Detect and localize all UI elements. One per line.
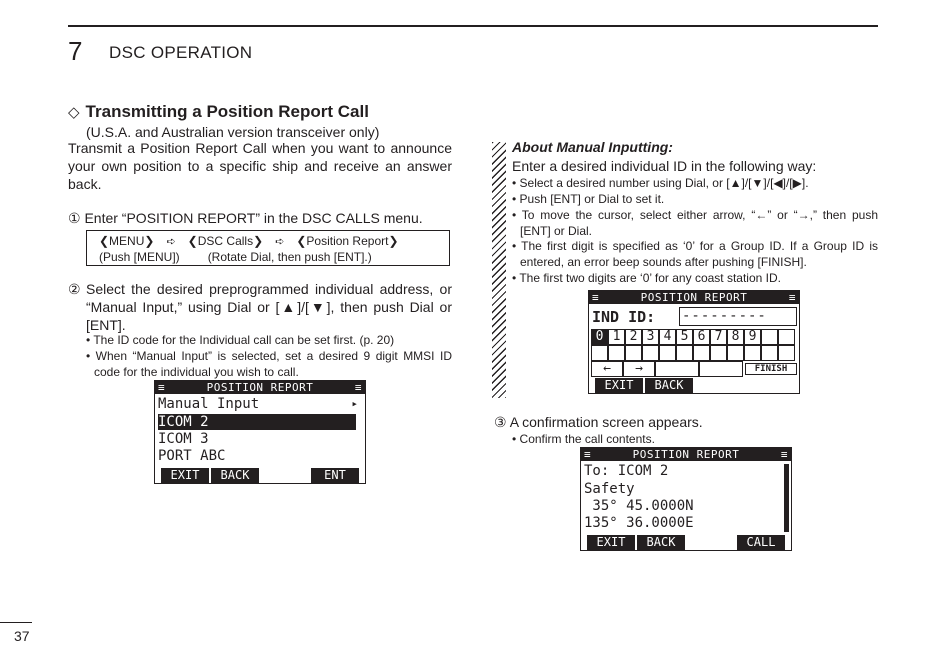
blank-digit-key [727,345,744,361]
blank-key [655,361,699,377]
ind-id-field [679,307,797,326]
manual-bullet-3: • To move the cursor, select either arrow, “←” or “→,” then push [ENT] or Dial. [512,208,878,238]
digit-key-9: 9 [744,329,761,345]
digit-key-7: 7 [710,329,727,345]
section-subtitle: (U.S.A. and Australian version transceiver only) [86,124,380,140]
manual-title: About Manual Inputting: [512,139,673,155]
blank-digit-key [761,329,778,345]
blank-digit-key [591,345,608,361]
menu-glyph-icon: ≡ [592,291,600,304]
blank-digit-key [710,345,727,361]
blank-digit-key [608,345,625,361]
finish-key: FINISH [745,363,797,375]
menu-glyph-icon: ≡ [354,381,362,394]
blank-digit-key [659,345,676,361]
step1-text: Enter “POSITION REPORT” in the DSC CALLS menu. [84,210,423,226]
chapter-title: DSC OPERATION [109,43,253,62]
section-intro: Transmit a Position Report Call when you want to announce your own position to a specific ship and receive an answer back. [68,140,452,192]
right-arrow-key: → [623,361,655,377]
chapter-number: 7 [68,36,83,66]
lcd-header [155,381,365,394]
lcd-screen-1 [154,380,366,484]
manual-bullet-1: • Select a desired number using Dial, or [▲]/[▼]/[◀]/[▶]. [512,176,809,190]
lcd-title: POSITION REPORT [640,291,748,304]
blank-digit-key [625,345,642,361]
softkey-exit: EXIT [587,535,635,550]
step2-bullet-2: • When “Manual Input” is selected, set a desired 9 digit MMSI ID code for the individual you wish to call. [86,349,452,379]
lcd-title: POSITION REPORT [206,381,314,394]
lcd-row-selected: ICOM 2 [158,414,356,430]
manual-intro: Enter a desired individual ID in the following way: [512,158,817,174]
section-title [68,102,369,122]
digit-key-5: 5 [676,329,693,345]
lcd-row-latitude: 35° 45.0000N [584,498,694,514]
lcd-row-manual-input: Manual Input ▸ [158,396,358,412]
manual-bullet-4: • The first digit is specified as ‘0’ for a Group ID. If a Group ID is entered, an error beep sounds after pushing [FINISH]. [512,239,878,269]
softkey-back: BACK [211,468,259,483]
menu-item-menu: ❮MENU❯ [99,234,155,248]
menu-path-box [86,230,450,266]
blank-digit-key [778,329,795,345]
softkey-exit: EXIT [595,378,643,393]
top-rule [68,25,878,27]
arrow-icon: ➪ [275,236,285,248]
section-title-text: Transmitting a Position Report Call [85,102,369,121]
push-menu-note: (Push [MENU]) [99,250,180,264]
step2-text: Select the desired preprogrammed individual address, or “Manual Input,” using Dial or [▲]/[▼], then push Dial or [ENT]. [86,281,452,333]
blank-digit-key [744,345,761,361]
menu-glyph-icon: ≡ [780,448,788,461]
softkey-back: BACK [637,535,685,550]
softkey-ent: ENT [311,468,359,483]
blank-digit-key [778,345,795,361]
softkey-back: BACK [645,378,693,393]
menu-item-dsc-calls: ❮DSC Calls❯ [187,234,264,248]
step2-bullet-1: • The ID code for the Individual call can be set first. (p. 20) [86,333,395,347]
lcd-row: PORT ABC [158,448,226,464]
lcd-row: ICOM 3 [158,431,209,447]
digit-key-6: 6 [693,329,710,345]
page-number: 37 [14,628,30,644]
manual-bullet-2: • Push [ENT] or Dial to set it. [512,192,665,206]
softkey-exit: EXIT [161,468,209,483]
digit-key-1: 1 [608,329,625,345]
lcd-row-category: Safety [584,481,635,497]
chevron-right-icon: ▸ [351,397,358,410]
rotate-dial-note: (Rotate Dial, then push [ENT].) [207,250,372,264]
scrollbar [784,464,789,532]
step3-bullet: • Confirm the call contents. [512,432,655,446]
digit-key-4: 4 [659,329,676,345]
menu-glyph-icon: ≡ [584,448,592,461]
menu-item-position-report: ❮Position Report❯ [296,234,399,248]
digit-key-8: 8 [727,329,744,345]
blank-digit-key [676,345,693,361]
ind-id-label: IND ID: [592,308,656,326]
step3-text: A confirmation screen appears. [509,414,703,430]
lcd-row-to: To: ICOM 2 [584,463,669,479]
manual-bullet-5: • The first two digits are ‘0’ for any coast station ID. [512,271,781,285]
ind-id-value: --------- [682,308,767,324]
lcd-header [581,448,791,461]
digit-key-0: 0 [591,329,608,345]
left-arrow-key: ← [591,361,623,377]
step3-number: ③ [494,414,507,430]
softkey-call: CALL [737,535,785,550]
page-number-rule [0,622,32,623]
arrow-icon: ➪ [166,236,176,248]
lcd-header [589,291,799,304]
step1-number: ① [68,210,81,226]
note-hatch-bar [492,142,506,398]
digit-key-2: 2 [625,329,642,345]
lcd-row-longitude: 135° 36.0000E [584,515,694,531]
blank-digit-key [761,345,778,361]
digit-key-3: 3 [642,329,659,345]
blank-digit-key [693,345,710,361]
step2-number: ② [68,281,81,297]
step3 [494,413,703,431]
lcd-screen-3 [580,447,792,551]
step1 [68,209,423,227]
menu-glyph-icon: ≡ [788,291,796,304]
menu-glyph-icon: ≡ [158,381,166,394]
diamond-icon: ◇ [68,104,80,121]
blank-key [699,361,743,377]
lcd-title: POSITION REPORT [632,448,740,461]
blank-digit-key [642,345,659,361]
lcd-screen-2 [588,290,800,394]
